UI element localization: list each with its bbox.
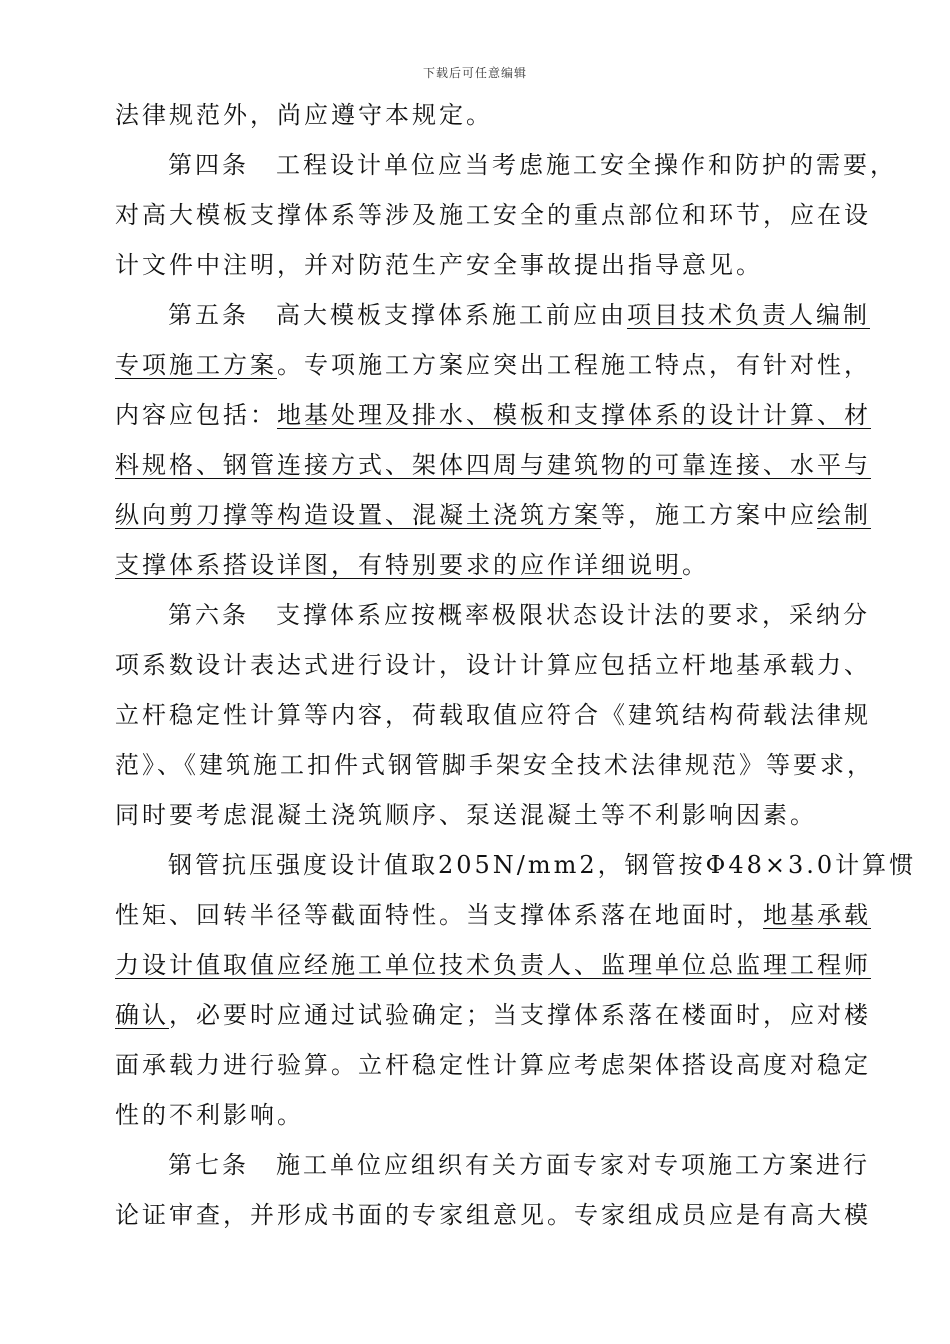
text-segment: 面承载力进行验算。立杆稳定性计算应考虑架体搭设高度对稳定 [115, 1051, 871, 1079]
text-segment: 等，施工方案中应 [601, 501, 817, 529]
text-line [115, 190, 871, 240]
text-line [115, 690, 871, 740]
text-line [115, 440, 871, 490]
text-line [115, 990, 871, 1040]
text-segment: 性的不利影响。 [115, 1101, 304, 1129]
text-segment: 法律规范外，尚应遵守本规定。 [115, 101, 493, 129]
underlined-text: 地基承载 [763, 901, 871, 929]
text-segment: 同时要考虑混凝土浇筑顺序、泵送混凝土等不利影响因素。 [115, 801, 817, 829]
text-line [115, 490, 871, 540]
underlined-text: 料规格、钢管连接方式、架体四周与建筑物的可靠连接、水平与 [115, 451, 871, 479]
text-line [115, 640, 871, 690]
page-header: 下载后可任意编辑 [422, 66, 527, 80]
text-line [115, 90, 840, 140]
text-segment: ，必要时应通过试验确定；当支撑体系落在楼面时，应对楼 [169, 1001, 871, 1029]
text-line [115, 1090, 840, 1140]
underlined-text: 确认 [115, 1001, 169, 1029]
underlined-text: 支撑体系搭设详图，有特别要求的应作详细说明 [115, 551, 682, 579]
text-line [115, 1190, 871, 1240]
text-segment: 。 [682, 551, 709, 579]
text-segment: 第四条 工程设计单位应当考虑施工安全操作和防护的需要， [168, 151, 897, 179]
text-segment: 项系数设计表达式进行设计，设计计算应包括立杆地基承载力、 [115, 651, 871, 679]
text-line [115, 1040, 871, 1090]
text-segment: 第七条 施工单位应组织有关方面专家对专项施工方案进行 [168, 1151, 870, 1179]
text-line [115, 340, 871, 390]
text-segment: 立杆稳定性计算等内容，荷载取值应符合《建筑结构荷载法律规 [115, 701, 871, 729]
text-segment: 范》、《建筑施工扣件式钢管脚手架安全技术法律规范》等要求， [115, 751, 874, 779]
text-line [115, 290, 870, 340]
text-segment: 性矩、回转半径等截面特性。当支撑体系落在地面时， [115, 901, 763, 929]
text-line [115, 390, 871, 440]
document-body [115, 90, 917, 1240]
text-line [115, 840, 917, 890]
text-line [115, 890, 871, 940]
underlined-text: 专项施工方案 [115, 351, 277, 379]
underlined-text: 地基处理及排水、模板和支撑体系的设计计算、材 [277, 401, 871, 429]
underlined-text: 纵向剪刀撑等构造设置、混凝土浇筑方案 [115, 501, 601, 529]
underlined-text: 项目技术负责人编制 [627, 301, 870, 329]
text-line [115, 590, 870, 640]
text-line [115, 140, 897, 190]
text-segment: 第五条 高大模板支撑体系施工前应由 [168, 301, 627, 329]
text-line [115, 540, 840, 590]
text-line [115, 1140, 870, 1190]
text-segment: 计文件中注明，并对防范生产安全事故提出指导意见。 [115, 251, 763, 279]
text-line [115, 940, 871, 990]
underlined-text: 绘制 [817, 501, 871, 529]
text-segment: 。专项施工方案应突出工程施工特点，有针对性， [277, 351, 871, 379]
text-segment: 钢管抗压强度设计值取205N/mm2，钢管按Φ48×3.0计算惯 [168, 851, 917, 879]
text-line [115, 240, 840, 290]
text-line [115, 740, 874, 790]
text-segment: 第六条 支撑体系应按概率极限状态设计法的要求，采纳分 [168, 601, 870, 629]
underlined-text: 力设计值取值应经施工单位技术负责人、监理单位总监理工程师 [115, 951, 871, 979]
text-segment: 内容应包括： [115, 401, 277, 429]
text-line [115, 790, 840, 840]
text-segment: 论证审查，并形成书面的专家组意见。专家组成员应是有高大模 [115, 1201, 871, 1229]
text-segment: 对高大模板支撑体系等涉及施工安全的重点部位和环节，应在设 [115, 201, 871, 229]
